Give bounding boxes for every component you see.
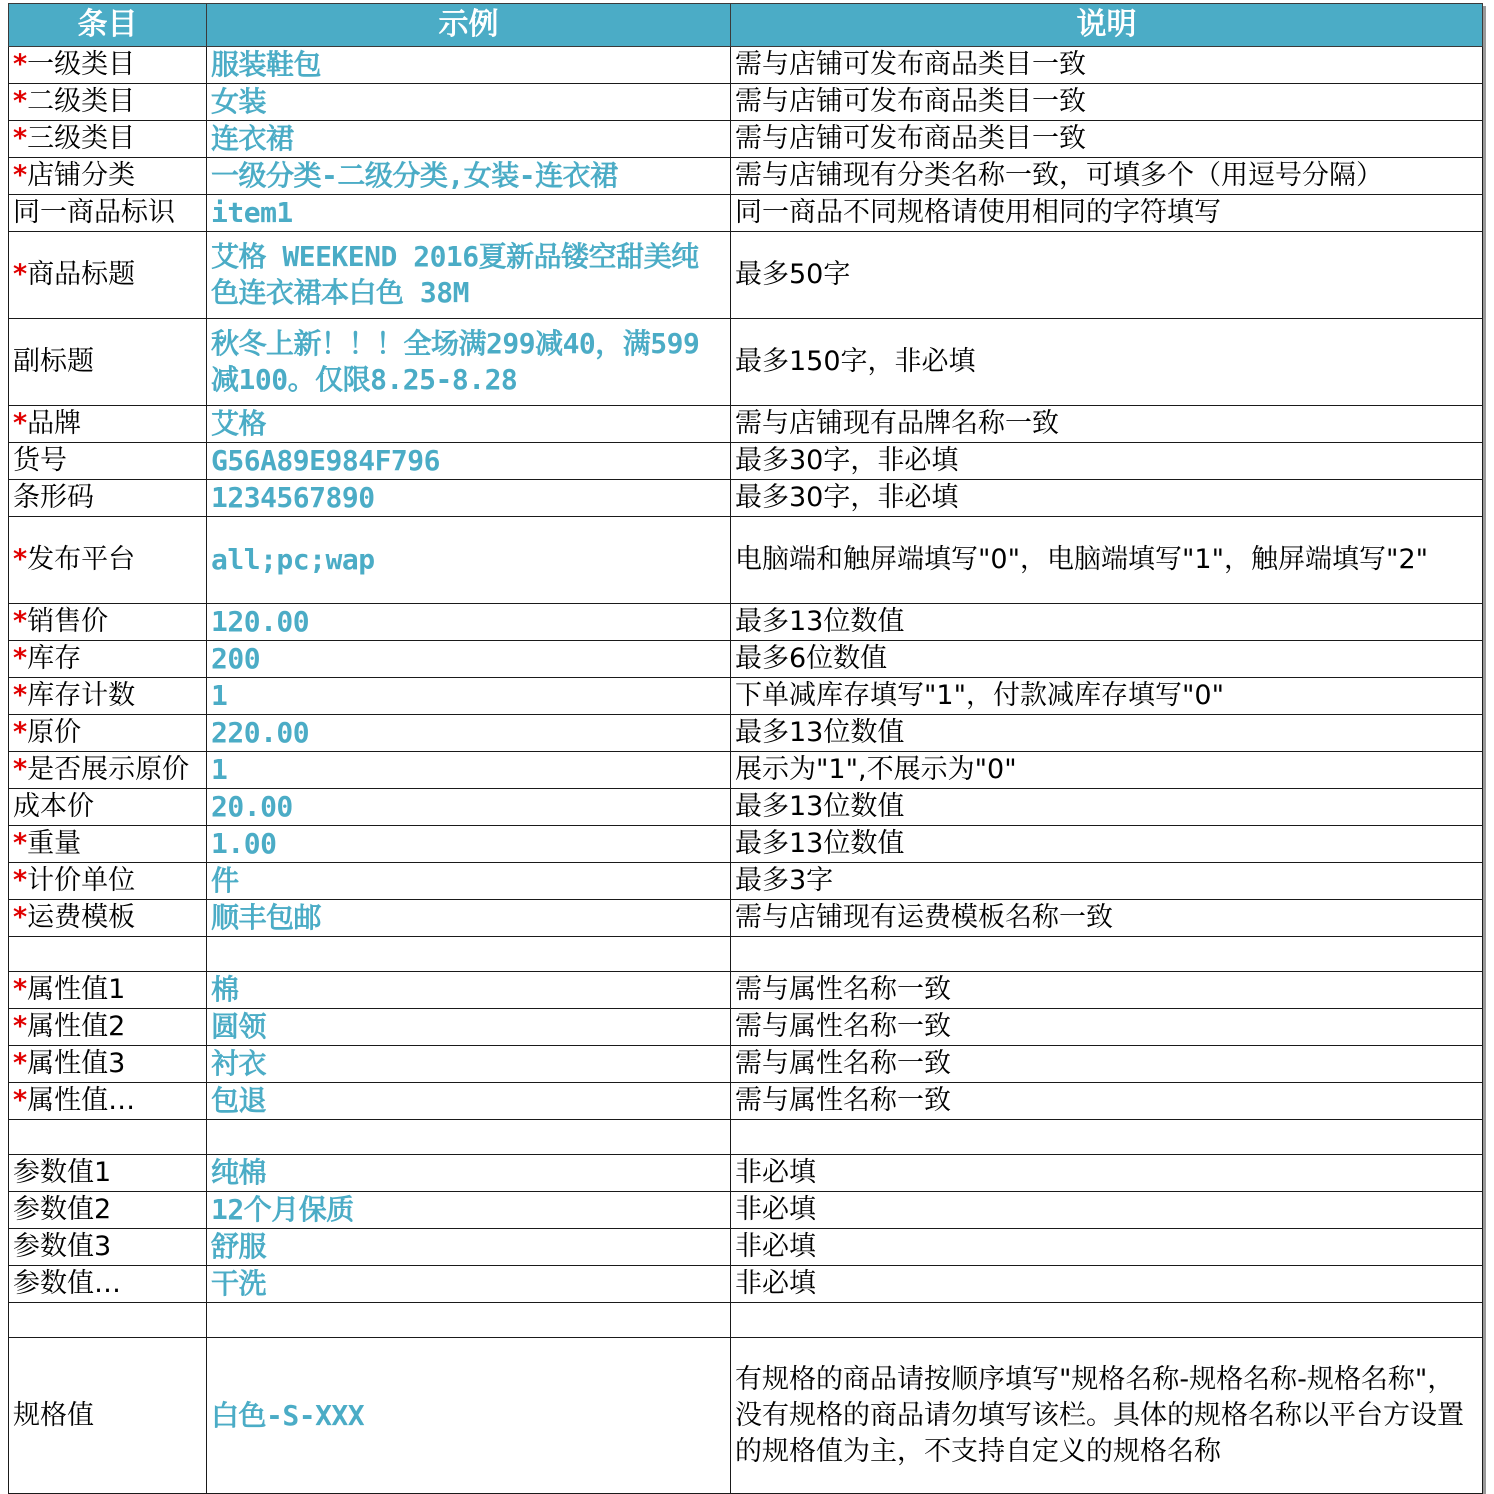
table-row — [9, 715, 1483, 752]
note-cell[interactable]: 最多30字，非必填 — [731, 480, 1483, 517]
table-row — [9, 480, 1483, 517]
item-label: 发布平台 — [27, 544, 136, 575]
example-cell[interactable]: G56A89E984F796 — [207, 443, 731, 480]
item-cell[interactable] — [9, 319, 207, 406]
item-label: 运费模板 — [27, 902, 136, 933]
item-cell[interactable] — [9, 1083, 207, 1120]
required-marker: * — [13, 123, 28, 154]
required-marker: * — [13, 86, 28, 117]
note-cell[interactable]: 最多50字 — [731, 232, 1483, 319]
table-row — [9, 406, 1483, 443]
item-cell[interactable] — [9, 1229, 207, 1266]
note-cell[interactable]: 非必填 — [731, 1266, 1483, 1303]
example-cell[interactable]: all;pc;wap — [207, 517, 731, 604]
required-marker: * — [13, 1011, 28, 1042]
item-cell[interactable] — [9, 1338, 207, 1494]
example-cell[interactable]: 1 — [207, 678, 731, 715]
note-cell[interactable]: 需与店铺可发布商品类目一致 — [731, 84, 1483, 121]
example-cell[interactable]: 圆领 — [207, 1009, 731, 1046]
table-row — [9, 1155, 1483, 1192]
example-cell[interactable]: 纯棉 — [207, 1155, 731, 1192]
item-label: 库存 — [27, 643, 82, 674]
table-row — [9, 678, 1483, 715]
example-cell[interactable]: 1234567890 — [207, 480, 731, 517]
item-label: 条形码 — [13, 482, 94, 513]
table-row — [9, 1192, 1483, 1229]
spec-table — [8, 3, 1483, 1494]
table-row — [9, 900, 1483, 937]
table-row — [9, 319, 1483, 406]
note-cell[interactable] — [731, 937, 1483, 972]
note-cell[interactable]: 需与属性名称一致 — [731, 1083, 1483, 1120]
header-example[interactable]: 示例 — [207, 4, 731, 47]
note-cell[interactable]: 需与属性名称一致 — [731, 972, 1483, 1009]
required-marker: * — [13, 1048, 28, 1079]
table-row — [9, 604, 1483, 641]
note-cell[interactable]: 最多13位数值 — [731, 789, 1483, 826]
table-row — [9, 158, 1483, 195]
item-label: 属性值1 — [27, 974, 126, 1005]
item-cell[interactable] — [9, 900, 207, 937]
example-cell[interactable]: 一级分类-二级分类,女装-连衣裙 — [207, 158, 731, 195]
note-cell[interactable]: 最多6位数值 — [731, 641, 1483, 678]
item-cell[interactable] — [9, 232, 207, 319]
note-cell[interactable]: 最多150字，非必填 — [731, 319, 1483, 406]
item-cell[interactable] — [9, 604, 207, 641]
example-cell[interactable]: 舒服 — [207, 1229, 731, 1266]
item-cell[interactable] — [9, 1120, 207, 1155]
example-cell[interactable]: 包退 — [207, 1083, 731, 1120]
note-cell[interactable]: 需与属性名称一致 — [731, 1009, 1483, 1046]
example-cell[interactable]: 120.00 — [207, 604, 731, 641]
item-cell[interactable] — [9, 480, 207, 517]
required-marker: * — [13, 643, 28, 674]
note-cell[interactable]: 需与店铺现有运费模板名称一致 — [731, 900, 1483, 937]
item-label: 商品标题 — [27, 259, 136, 290]
item-cell[interactable] — [9, 1303, 207, 1338]
item-label: 货号 — [13, 445, 67, 476]
table-row — [9, 1338, 1483, 1494]
table-row — [9, 443, 1483, 480]
item-cell[interactable] — [9, 1009, 207, 1046]
note-cell[interactable] — [731, 1303, 1483, 1338]
example-cell[interactable] — [207, 1120, 731, 1155]
item-label: 参数值… — [13, 1268, 121, 1299]
table-row — [9, 752, 1483, 789]
note-cell[interactable]: 有规格的商品请按顺序填写"规格名称-规格名称-规格名称"，没有规格的商品请勿填写该栏。具体的规格名称以平台方设置的规格值为主，不支持自定义的规格名称 — [731, 1338, 1483, 1494]
required-marker: * — [13, 754, 28, 785]
table-row — [9, 1266, 1483, 1303]
item-cell[interactable] — [9, 1155, 207, 1192]
item-cell[interactable] — [9, 715, 207, 752]
item-cell[interactable] — [9, 826, 207, 863]
required-marker: * — [13, 160, 28, 191]
item-cell[interactable] — [9, 1266, 207, 1303]
item-cell[interactable] — [9, 972, 207, 1009]
table-row — [9, 195, 1483, 232]
example-cell[interactable]: 顺丰包邮 — [207, 900, 731, 937]
required-marker: * — [13, 974, 28, 1005]
item-cell[interactable] — [9, 47, 207, 84]
table-row — [9, 121, 1483, 158]
item-cell[interactable] — [9, 1046, 207, 1083]
item-cell[interactable] — [9, 641, 207, 678]
example-cell[interactable]: 衬衣 — [207, 1046, 731, 1083]
note-cell[interactable]: 同一商品不同规格请使用相同的字符填写 — [731, 195, 1483, 232]
example-cell[interactable]: 200 — [207, 641, 731, 678]
item-label: 参数值3 — [13, 1231, 112, 1262]
example-cell[interactable]: 棉 — [207, 972, 731, 1009]
header-row — [9, 4, 1483, 47]
item-cell[interactable] — [9, 158, 207, 195]
item-cell[interactable] — [9, 678, 207, 715]
item-label: 成本价 — [13, 791, 94, 822]
note-cell[interactable]: 非必填 — [731, 1229, 1483, 1266]
required-marker: * — [13, 680, 28, 711]
item-label: 三级类目 — [27, 123, 136, 154]
required-marker: * — [13, 408, 28, 439]
table-row — [9, 1046, 1483, 1083]
item-label: 店铺分类 — [27, 160, 136, 191]
item-cell[interactable] — [9, 937, 207, 972]
item-cell[interactable] — [9, 789, 207, 826]
required-marker: * — [13, 49, 28, 80]
example-cell[interactable] — [207, 1303, 731, 1338]
example-cell[interactable]: 1.00 — [207, 826, 731, 863]
item-label: 规格值 — [13, 1399, 94, 1431]
item-cell[interactable] — [9, 406, 207, 443]
item-label: 计价单位 — [27, 865, 136, 896]
table-row — [9, 937, 1483, 972]
note-cell[interactable]: 最多13位数值 — [731, 604, 1483, 641]
required-marker: * — [13, 259, 28, 290]
item-label: 品牌 — [27, 408, 82, 439]
note-cell[interactable]: 最多3字 — [731, 863, 1483, 900]
example-cell[interactable]: 艾格 — [207, 406, 731, 443]
item-cell[interactable] — [9, 121, 207, 158]
note-cell[interactable]: 需与店铺现有分类名称一致，可填多个（用逗号分隔） — [731, 158, 1483, 195]
note-cell[interactable]: 最多30字，非必填 — [731, 443, 1483, 480]
example-cell[interactable]: 1 — [207, 752, 731, 789]
example-cell[interactable]: 艾格 WEEKEND 2016夏新品镂空甜美纯色连衣裙本白色 38M — [207, 232, 731, 319]
note-cell[interactable]: 电脑端和触屏端填写"0"，电脑端填写"1"，触屏端填写"2" — [731, 517, 1483, 604]
table-row — [9, 972, 1483, 1009]
note-cell[interactable]: 需与店铺可发布商品类目一致 — [731, 121, 1483, 158]
example-cell[interactable]: 服装鞋包 — [207, 47, 731, 84]
item-cell[interactable] — [9, 752, 207, 789]
table-row — [9, 641, 1483, 678]
note-cell[interactable]: 需与属性名称一致 — [731, 1046, 1483, 1083]
example-cell[interactable]: 件 — [207, 863, 731, 900]
example-cell[interactable] — [207, 937, 731, 972]
note-cell[interactable] — [731, 1120, 1483, 1155]
required-marker: * — [13, 828, 28, 859]
note-cell[interactable]: 需与店铺可发布商品类目一致 — [731, 47, 1483, 84]
item-label: 原价 — [27, 717, 82, 748]
item-label: 是否展示原价 — [27, 754, 190, 785]
example-cell[interactable]: 秋冬上新！！！全场满299减40，满599减100。仅限8.25-8.28 — [207, 319, 731, 406]
table-row — [9, 1229, 1483, 1266]
item-label: 二级类目 — [27, 86, 136, 117]
required-marker: * — [13, 544, 28, 575]
table-row — [9, 232, 1483, 319]
item-cell[interactable] — [9, 195, 207, 232]
table-row — [9, 1009, 1483, 1046]
example-cell[interactable]: 干洗 — [207, 1266, 731, 1303]
note-cell[interactable]: 最多13位数值 — [731, 826, 1483, 863]
item-cell[interactable] — [9, 1192, 207, 1229]
table-row — [9, 863, 1483, 900]
item-label: 属性值… — [27, 1085, 136, 1116]
item-label: 副标题 — [13, 346, 94, 377]
table-row — [9, 789, 1483, 826]
note-cell[interactable]: 下单减库存填写"1"，付款减库存填写"0" — [731, 678, 1483, 715]
header-note[interactable]: 说明 — [731, 4, 1483, 47]
required-marker: * — [13, 1085, 28, 1116]
table-row — [9, 826, 1483, 863]
required-marker: * — [13, 865, 28, 896]
table-row — [9, 1120, 1483, 1155]
item-cell[interactable] — [9, 443, 207, 480]
item-label: 库存计数 — [27, 680, 136, 711]
table-row — [9, 1083, 1483, 1120]
table-row — [9, 84, 1483, 121]
item-label: 重量 — [27, 828, 82, 859]
note-cell[interactable]: 最多13位数值 — [731, 715, 1483, 752]
example-cell[interactable]: 20.00 — [207, 789, 731, 826]
item-cell[interactable] — [9, 863, 207, 900]
item-label: 同一商品标识 — [13, 197, 175, 228]
note-cell[interactable]: 非必填 — [731, 1192, 1483, 1229]
item-label: 参数值2 — [13, 1194, 112, 1225]
example-cell[interactable]: 女装 — [207, 84, 731, 121]
example-cell[interactable]: 连衣裙 — [207, 121, 731, 158]
item-cell[interactable] — [9, 517, 207, 604]
example-cell[interactable]: 12个月保质 — [207, 1192, 731, 1229]
item-label: 属性值2 — [27, 1011, 126, 1042]
item-label: 属性值3 — [27, 1048, 126, 1079]
table-row — [9, 47, 1483, 84]
required-marker: * — [13, 902, 28, 933]
item-label: 参数值1 — [13, 1157, 112, 1188]
example-cell[interactable]: 220.00 — [207, 715, 731, 752]
note-cell[interactable]: 需与店铺现有品牌名称一致 — [731, 406, 1483, 443]
item-label: 销售价 — [27, 606, 109, 637]
header-item[interactable]: 条目 — [9, 4, 207, 47]
table-row — [9, 1303, 1483, 1338]
example-cell[interactable]: 白色-S-XXX — [207, 1338, 731, 1494]
note-cell[interactable]: 非必填 — [731, 1155, 1483, 1192]
required-marker: * — [13, 606, 28, 637]
note-cell[interactable]: 展示为"1",不展示为"0" — [731, 752, 1483, 789]
required-marker: * — [13, 717, 28, 748]
item-cell[interactable] — [9, 84, 207, 121]
example-cell[interactable]: item1 — [207, 195, 731, 232]
table-row — [9, 517, 1483, 604]
item-label: 一级类目 — [27, 49, 136, 80]
